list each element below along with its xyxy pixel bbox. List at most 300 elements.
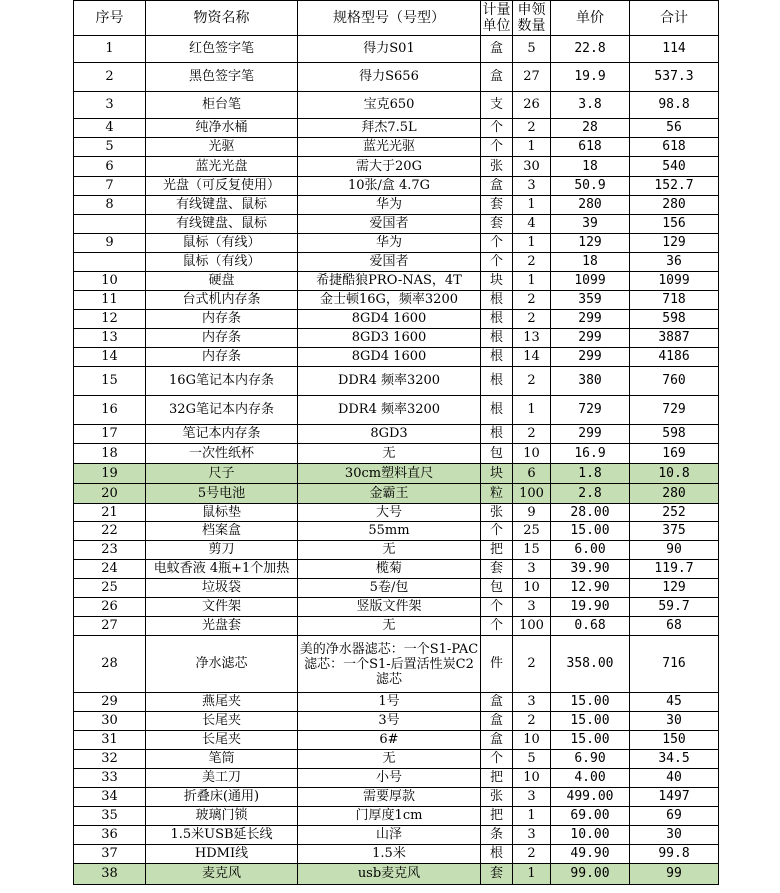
cell-name: 光盘（可反复使用） — [146, 177, 298, 196]
table-row — [74, 712, 719, 731]
cell-name: 黑色签字笔 — [146, 63, 298, 92]
cell-qty: 2 — [513, 712, 551, 731]
cell-unit: 盒 — [481, 177, 513, 196]
cell-no: 21 — [74, 504, 146, 522]
table-row — [74, 396, 719, 425]
cell-unit: 根 — [481, 845, 513, 864]
cell-unit: 张 — [481, 788, 513, 807]
cell-total: 119.7 — [630, 560, 719, 579]
cell-spec: DDR4 频率3200 — [298, 396, 481, 425]
cell-unit: 张 — [481, 504, 513, 522]
cell-total: 40 — [630, 769, 719, 788]
cell-name: 长尾夹 — [146, 731, 298, 750]
cell-qty: 1 — [513, 272, 551, 291]
cell-unit: 个 — [481, 253, 513, 272]
cell-total: 90 — [630, 541, 719, 560]
cell-price: 18 — [551, 157, 630, 177]
cell-no: 30 — [74, 712, 146, 731]
cell-no: 12 — [74, 310, 146, 329]
table-row — [74, 367, 719, 396]
cell-no: 16 — [74, 396, 146, 425]
header-row — [74, 1, 719, 36]
cell-unit: 根 — [481, 329, 513, 348]
cell-no: 11 — [74, 291, 146, 310]
table-row — [74, 579, 719, 598]
cell-price: 2.8 — [551, 484, 630, 504]
cell-unit: 根 — [481, 396, 513, 425]
cell-qty: 15 — [513, 541, 551, 560]
cell-qty: 3 — [513, 598, 551, 617]
table-row — [74, 864, 719, 885]
cell-no: 27 — [74, 617, 146, 636]
cell-qty: 100 — [513, 617, 551, 636]
cell-qty: 5 — [513, 750, 551, 769]
cell-spec: 无 — [298, 541, 481, 560]
table-row — [74, 636, 719, 693]
cell-name: 剪刀 — [146, 541, 298, 560]
table-row — [74, 617, 719, 636]
cell-total: 280 — [630, 196, 719, 215]
cell-total: 618 — [630, 138, 719, 157]
cell-qty: 4 — [513, 215, 551, 234]
cell-total: 156 — [630, 215, 719, 234]
cell-unit: 把 — [481, 769, 513, 788]
cell-price: 6.90 — [551, 750, 630, 769]
cell-unit: 把 — [481, 807, 513, 826]
cell-no: 4 — [74, 119, 146, 138]
cell-spec: 无 — [298, 617, 481, 636]
table-row — [74, 464, 719, 484]
cell-no: 8 — [74, 196, 146, 215]
cell-name: 垃圾袋 — [146, 579, 298, 598]
cell-no: 13 — [74, 329, 146, 348]
cell-spec: 8GD4 1600 — [298, 310, 481, 329]
cell-unit: 包 — [481, 444, 513, 464]
cell-name: 内存条 — [146, 329, 298, 348]
cell-price: 4.00 — [551, 769, 630, 788]
cell-total: 34.5 — [630, 750, 719, 769]
cell-spec: 宝克650 — [298, 92, 481, 119]
cell-qty: 1 — [513, 396, 551, 425]
cell-name: 美工刀 — [146, 769, 298, 788]
cell-qty: 9 — [513, 504, 551, 522]
cell-no: 17 — [74, 425, 146, 444]
cell-price: 129 — [551, 234, 630, 253]
cell-no: 18 — [74, 444, 146, 464]
table-row — [74, 196, 719, 215]
table-row — [74, 598, 719, 617]
cell-total: 4186 — [630, 348, 719, 367]
cell-unit: 盒 — [481, 36, 513, 63]
table-row — [74, 826, 719, 845]
table-row — [74, 348, 719, 367]
cell-name: 净水滤芯 — [146, 636, 298, 693]
cell-unit: 个 — [481, 617, 513, 636]
table-row — [74, 272, 719, 291]
cell-spec: 需大于20G — [298, 157, 481, 177]
table-row — [74, 329, 719, 348]
cell-spec: 金士顿16G，频率3200 — [298, 291, 481, 310]
cell-qty: 3 — [513, 177, 551, 196]
cell-price: 15.00 — [551, 693, 630, 712]
cell-price: 0.68 — [551, 617, 630, 636]
cell-name: 鼠标垫 — [146, 504, 298, 522]
cell-name: 长尾夹 — [146, 712, 298, 731]
cell-no: 28 — [74, 636, 146, 693]
cell-price: 50.9 — [551, 177, 630, 196]
cell-unit: 套 — [481, 215, 513, 234]
cell-unit: 件 — [481, 636, 513, 693]
cell-qty: 2 — [513, 845, 551, 864]
cell-name: 有线键盘、鼠标 — [146, 215, 298, 234]
cell-no: 35 — [74, 807, 146, 826]
cell-name: 5号电池 — [146, 484, 298, 504]
cell-price: 1.8 — [551, 464, 630, 484]
cell-name: 硬盘 — [146, 272, 298, 291]
cell-total: 540 — [630, 157, 719, 177]
cell-no — [74, 215, 146, 234]
cell-total: 760 — [630, 367, 719, 396]
cell-total: 718 — [630, 291, 719, 310]
cell-name: 折叠床(通用) — [146, 788, 298, 807]
cell-unit: 条 — [481, 826, 513, 845]
cell-name: 有线键盘、鼠标 — [146, 196, 298, 215]
cell-qty: 3 — [513, 788, 551, 807]
cell-total: 729 — [630, 396, 719, 425]
cell-total: 537.3 — [630, 63, 719, 92]
cell-name: 光驱 — [146, 138, 298, 157]
cell-name: 电蚊香液 4瓶+1个加热 — [146, 560, 298, 579]
cell-total: 129 — [630, 234, 719, 253]
cell-spec: 希捷酷狼PRO-NAS，4T — [298, 272, 481, 291]
table-row — [74, 92, 719, 119]
cell-no: 32 — [74, 750, 146, 769]
cell-qty: 1 — [513, 234, 551, 253]
header-unit: 计量单位 — [482, 2, 511, 34]
cell-qty: 100 — [513, 484, 551, 504]
cell-name: 红色签字笔 — [146, 36, 298, 63]
cell-no: 38 — [74, 864, 146, 885]
cell-total: 169 — [630, 444, 719, 464]
cell-name: 32G笔记本内存条 — [146, 396, 298, 425]
cell-name: 蓝光光盘 — [146, 157, 298, 177]
cell-unit: 张 — [481, 157, 513, 177]
cell-unit: 包 — [481, 579, 513, 598]
cell-total: 30 — [630, 712, 719, 731]
cell-spec: 5卷/包 — [298, 579, 481, 598]
cell-unit: 根 — [481, 425, 513, 444]
cell-price: 28 — [551, 119, 630, 138]
cell-name: 笔记本内存条 — [146, 425, 298, 444]
cell-no: 29 — [74, 693, 146, 712]
cell-qty: 10 — [513, 579, 551, 598]
cell-qty: 30 — [513, 157, 551, 177]
cell-total: 280 — [630, 484, 719, 504]
table-row — [74, 522, 719, 541]
table-row — [74, 504, 719, 522]
cell-total: 150 — [630, 731, 719, 750]
cell-qty: 1 — [513, 864, 551, 885]
cell-spec: 需要厚款 — [298, 788, 481, 807]
cell-unit: 个 — [481, 522, 513, 541]
cell-qty: 2 — [513, 310, 551, 329]
cell-spec: 华为 — [298, 234, 481, 253]
cell-name: 一次性纸杯 — [146, 444, 298, 464]
cell-price: 359 — [551, 291, 630, 310]
cell-total: 114 — [630, 36, 719, 63]
cell-spec: 爱国者 — [298, 253, 481, 272]
cell-name: 麦克风 — [146, 864, 298, 885]
cell-unit: 个 — [481, 750, 513, 769]
cell-no: 19 — [74, 464, 146, 484]
table-row — [74, 234, 719, 253]
cell-price: 380 — [551, 367, 630, 396]
cell-unit: 根 — [481, 291, 513, 310]
cell-spec: 爱国者 — [298, 215, 481, 234]
table-row — [74, 291, 719, 310]
cell-total: 1497 — [630, 788, 719, 807]
cell-spec: 门厚度1cm — [298, 807, 481, 826]
cell-price: 299 — [551, 310, 630, 329]
cell-qty: 14 — [513, 348, 551, 367]
cell-spec: 得力S656 — [298, 63, 481, 92]
cell-no: 7 — [74, 177, 146, 196]
cell-name: 笔筒 — [146, 750, 298, 769]
cell-spec: 小号 — [298, 769, 481, 788]
table-row — [74, 788, 719, 807]
cell-no: 3 — [74, 92, 146, 119]
cell-total: 598 — [630, 310, 719, 329]
cell-total: 375 — [630, 522, 719, 541]
cell-total: 252 — [630, 504, 719, 522]
cell-total: 152.7 — [630, 177, 719, 196]
cell-qty: 3 — [513, 560, 551, 579]
cell-name: 纯净水桶 — [146, 119, 298, 138]
cell-no: 36 — [74, 826, 146, 845]
cell-no: 24 — [74, 560, 146, 579]
cell-spec: 山泽 — [298, 826, 481, 845]
cell-total: 30 — [630, 826, 719, 845]
cell-price: 49.90 — [551, 845, 630, 864]
cell-unit: 个 — [481, 119, 513, 138]
cell-name: 台式机内存条 — [146, 291, 298, 310]
table-row — [74, 541, 719, 560]
table-row — [74, 253, 719, 272]
table-row — [74, 138, 719, 157]
cell-price: 6.00 — [551, 541, 630, 560]
cell-price: 499.00 — [551, 788, 630, 807]
header-name: 物资名称 — [146, 1, 298, 36]
table-row — [74, 807, 719, 826]
cell-name: 内存条 — [146, 348, 298, 367]
header-spec: 规格型号（号型） — [298, 1, 481, 36]
table-row — [74, 693, 719, 712]
cell-no: 20 — [74, 484, 146, 504]
cell-spec: 得力S01 — [298, 36, 481, 63]
cell-no: 34 — [74, 788, 146, 807]
cell-unit: 根 — [481, 367, 513, 396]
table-row — [74, 177, 719, 196]
cell-price: 18 — [551, 253, 630, 272]
cell-price: 729 — [551, 396, 630, 425]
cell-qty: 13 — [513, 329, 551, 348]
cell-name: 鼠标（有线） — [146, 234, 298, 253]
cell-price: 15.00 — [551, 731, 630, 750]
header-no: 序号 — [74, 1, 146, 36]
header-price: 单价 — [551, 1, 630, 36]
cell-spec: 拜杰7.5L — [298, 119, 481, 138]
cell-no — [74, 253, 146, 272]
cell-price: 15.00 — [551, 522, 630, 541]
cell-total: 59.7 — [630, 598, 719, 617]
cell-price: 1099 — [551, 272, 630, 291]
cell-price: 10.00 — [551, 826, 630, 845]
cell-total: 45 — [630, 693, 719, 712]
cell-no: 33 — [74, 769, 146, 788]
cell-spec: 美的净水器滤芯：一个S1-PAC滤芯：一个S1-后置活性炭C2滤芯 — [298, 636, 481, 693]
cell-name: 燕尾夹 — [146, 693, 298, 712]
cell-qty: 2 — [513, 425, 551, 444]
table-row — [74, 157, 719, 177]
cell-unit: 盒 — [481, 731, 513, 750]
cell-price: 19.9 — [551, 63, 630, 92]
cell-qty: 27 — [513, 63, 551, 92]
table-row — [74, 560, 719, 579]
cell-qty: 2 — [513, 367, 551, 396]
table-row — [74, 215, 719, 234]
cell-price: 299 — [551, 348, 630, 367]
table-row — [74, 36, 719, 63]
cell-no: 1 — [74, 36, 146, 63]
cell-no: 2 — [74, 63, 146, 92]
cell-no: 23 — [74, 541, 146, 560]
cell-price: 19.90 — [551, 598, 630, 617]
cell-no: 14 — [74, 348, 146, 367]
table-row — [74, 750, 719, 769]
cell-name: 档案盒 — [146, 522, 298, 541]
cell-unit: 支 — [481, 92, 513, 119]
cell-no: 15 — [74, 367, 146, 396]
table-row — [74, 425, 719, 444]
header-qty: 申领数量 — [513, 1, 551, 36]
cell-unit: 盒 — [481, 63, 513, 92]
cell-name: HDMI线 — [146, 845, 298, 864]
table-row — [74, 444, 719, 464]
cell-price: 3.8 — [551, 92, 630, 119]
cell-unit: 盒 — [481, 693, 513, 712]
cell-total: 99 — [630, 864, 719, 885]
cell-qty: 1 — [513, 807, 551, 826]
cell-qty: 1 — [513, 196, 551, 215]
cell-name: 光盘套 — [146, 617, 298, 636]
cell-price: 28.00 — [551, 504, 630, 522]
cell-spec: 8GD3 — [298, 425, 481, 444]
cell-unit: 根 — [481, 310, 513, 329]
cell-price: 22.8 — [551, 36, 630, 63]
cell-total: 598 — [630, 425, 719, 444]
cell-spec: 8GD3 1600 — [298, 329, 481, 348]
cell-unit: 把 — [481, 541, 513, 560]
cell-total: 716 — [630, 636, 719, 693]
cell-qty: 2 — [513, 291, 551, 310]
cell-total: 68 — [630, 617, 719, 636]
cell-spec: 8GD4 1600 — [298, 348, 481, 367]
cell-unit: 块 — [481, 272, 513, 291]
cell-spec: 竖版文件架 — [298, 598, 481, 617]
cell-spec: 金霸王 — [298, 484, 481, 504]
cell-spec: usb麦克风 — [298, 864, 481, 885]
cell-unit: 粒 — [481, 484, 513, 504]
cell-price: 618 — [551, 138, 630, 157]
cell-price: 299 — [551, 329, 630, 348]
cell-spec: 6# — [298, 731, 481, 750]
table-row — [74, 731, 719, 750]
cell-spec: 无 — [298, 444, 481, 464]
table-row — [74, 63, 719, 92]
cell-unit: 根 — [481, 348, 513, 367]
cell-spec: 30cm塑料直尺 — [298, 464, 481, 484]
cell-no: 31 — [74, 731, 146, 750]
cell-spec: DDR4 频率3200 — [298, 367, 481, 396]
cell-price: 99.00 — [551, 864, 630, 885]
cell-unit: 盒 — [481, 712, 513, 731]
cell-no: 10 — [74, 272, 146, 291]
cell-name: 16G笔记本内存条 — [146, 367, 298, 396]
cell-no: 37 — [74, 845, 146, 864]
cell-qty: 6 — [513, 464, 551, 484]
table-row — [74, 310, 719, 329]
cell-qty: 3 — [513, 826, 551, 845]
cell-qty: 3 — [513, 693, 551, 712]
cell-name: 鼠标（有线） — [146, 253, 298, 272]
cell-spec: 10张/盒 4.7G — [298, 177, 481, 196]
cell-unit: 个 — [481, 598, 513, 617]
cell-total: 69 — [630, 807, 719, 826]
cell-name: 尺子 — [146, 464, 298, 484]
cell-no: 22 — [74, 522, 146, 541]
cell-spec: 1号 — [298, 693, 481, 712]
cell-unit: 套 — [481, 864, 513, 885]
table-row — [74, 119, 719, 138]
cell-total: 1099 — [630, 272, 719, 291]
cell-qty: 26 — [513, 92, 551, 119]
cell-price: 69.00 — [551, 807, 630, 826]
cell-total: 36 — [630, 253, 719, 272]
cell-spec: 榄菊 — [298, 560, 481, 579]
cell-spec: 大号 — [298, 504, 481, 522]
table-row — [74, 484, 719, 504]
cell-qty: 10 — [513, 444, 551, 464]
cell-name: 1.5米USB延长线 — [146, 826, 298, 845]
cell-unit: 个 — [481, 234, 513, 253]
cell-qty: 25 — [513, 522, 551, 541]
cell-no: 26 — [74, 598, 146, 617]
cell-price: 16.9 — [551, 444, 630, 464]
cell-price: 39 — [551, 215, 630, 234]
cell-qty: 1 — [513, 138, 551, 157]
cell-spec: 无 — [298, 750, 481, 769]
cell-name: 玻璃门锁 — [146, 807, 298, 826]
cell-unit: 个 — [481, 138, 513, 157]
cell-price: 12.90 — [551, 579, 630, 598]
cell-qty: 2 — [513, 636, 551, 693]
cell-total: 98.8 — [630, 92, 719, 119]
supply-table — [73, 0, 719, 885]
cell-spec: 3号 — [298, 712, 481, 731]
table-row — [74, 845, 719, 864]
cell-unit: 套 — [481, 196, 513, 215]
cell-no: 5 — [74, 138, 146, 157]
